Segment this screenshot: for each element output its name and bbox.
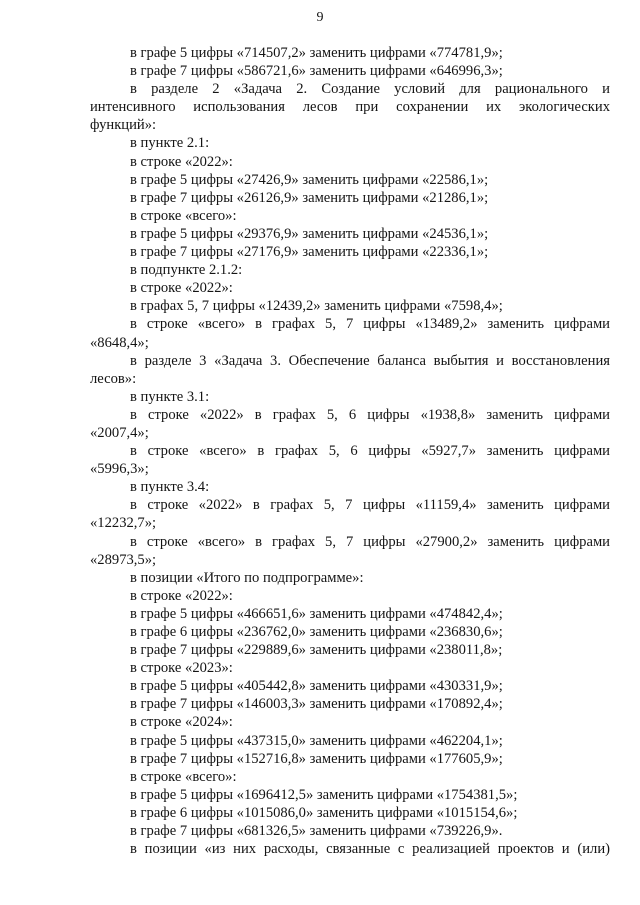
text-line: «28973,5»; (90, 551, 157, 568)
text-line: в строке «2022» в графах 5, 6 цифры «1938,8» заменить цифрами (130, 406, 610, 423)
text-line: в графе 7 цифры «146003,3» заменить цифрами «170892,4»; (130, 696, 503, 713)
text-line: в разделе 2 «Задача 2. Создание условий для рационального и (130, 81, 610, 98)
text-line: в подпункте 2.1.2: (130, 262, 243, 279)
text-line: в строке «2023»: (130, 660, 233, 677)
text-line: «2007,4»; (90, 424, 149, 441)
text-line: в графе 5 цифры «466651,6» заменить цифрами «474842,4»; (130, 605, 503, 622)
text-line: в графе 5 цифры «437315,0» заменить цифрами «462204,1»; (130, 732, 503, 749)
text-line: в графе 7 цифры «229889,6» заменить цифрами «238011,8»; (130, 642, 503, 659)
text-line: в строке «всего» в графах 5, 7 цифры «13489,2» заменить цифрами (130, 316, 610, 333)
text-line: в строке «2022»: (130, 587, 233, 604)
text-line: в графе 5 цифры «405442,8» заменить цифрами «430331,9»; (130, 678, 503, 695)
text-line: в графах 5, 7 цифры «12439,2» заменить цифрами «7598,4»; (130, 298, 503, 315)
text-line: в графе 5 цифры «27426,9» заменить цифрами «22586,1»; (130, 171, 489, 188)
text-line: «12232,7»; (90, 515, 157, 532)
text-line: в строке «2022»: (130, 153, 233, 170)
text-line: в позиции «Итого по подпрограмме»: (130, 569, 364, 586)
text-line: в строке «2022» в графах 5, 7 цифры «11159,4» заменить цифрами (130, 497, 610, 514)
page-number: 9 (316, 10, 324, 25)
text-line: в графе 7 цифры «681326,5» заменить цифрами «739226,9». (130, 823, 503, 840)
document-body (90, 44, 610, 858)
text-line: в строке «2022»: (130, 280, 233, 297)
text-line: функций»: (90, 117, 157, 134)
text-line: в строке «2024»: (130, 714, 233, 731)
text-line: в графе 7 цифры «27176,9» заменить цифрами «22336,1»; (130, 244, 489, 261)
text-line: в строке «всего»: (130, 768, 237, 785)
text-line: в строке «всего» в графах 5, 6 цифры «5927,7» заменить цифрами (130, 443, 610, 460)
text-line: в строке «всего»: (130, 207, 237, 224)
text-line: «8648,4»; (90, 334, 149, 351)
text-line: в разделе 3 «Задача 3. Обеспечение баланса выбытия и восстановления (130, 352, 610, 369)
text-line: в пункте 3.4: (130, 479, 210, 496)
text-line: интенсивного использования лесов при сохранении их экологических (90, 99, 610, 116)
text-line: в строке «всего» в графах 5, 7 цифры «27900,2» заменить цифрами (130, 533, 610, 550)
text-line: в графе 6 цифры «236762,0» заменить цифрами «236830,6»; (130, 624, 503, 640)
text-line: в графе 5 цифры «1696412,5» заменить цифрами «1754381,5»; (130, 786, 518, 803)
text-line: в графе 6 цифры «1015086,0» заменить цифрами «1015154,6»; (130, 804, 518, 821)
text-line: в пункте 3.1: (130, 388, 210, 405)
text-line: в графе 5 цифры «714507,2» заменить цифрами «774781,9»; (130, 45, 503, 61)
text-line: в графе 7 цифры «26126,9» заменить цифрами «21286,1»; (130, 189, 489, 206)
text-line: лесов»: (90, 370, 137, 387)
text-line: в графе 7 цифры «586721,6» заменить цифрами «646996,3»; (130, 63, 503, 80)
text-line: в пункте 2.1: (130, 135, 210, 152)
text-line: в графе 7 цифры «152716,8» заменить цифрами «177605,9»; (130, 750, 503, 767)
text-line: в позиции «из них расходы, связанные с реализацией проектов и (или) (130, 841, 610, 858)
text-line: в графе 5 цифры «29376,9» заменить цифрами «24536,1»; (130, 225, 489, 242)
text-line: «5996,3»; (90, 461, 149, 478)
